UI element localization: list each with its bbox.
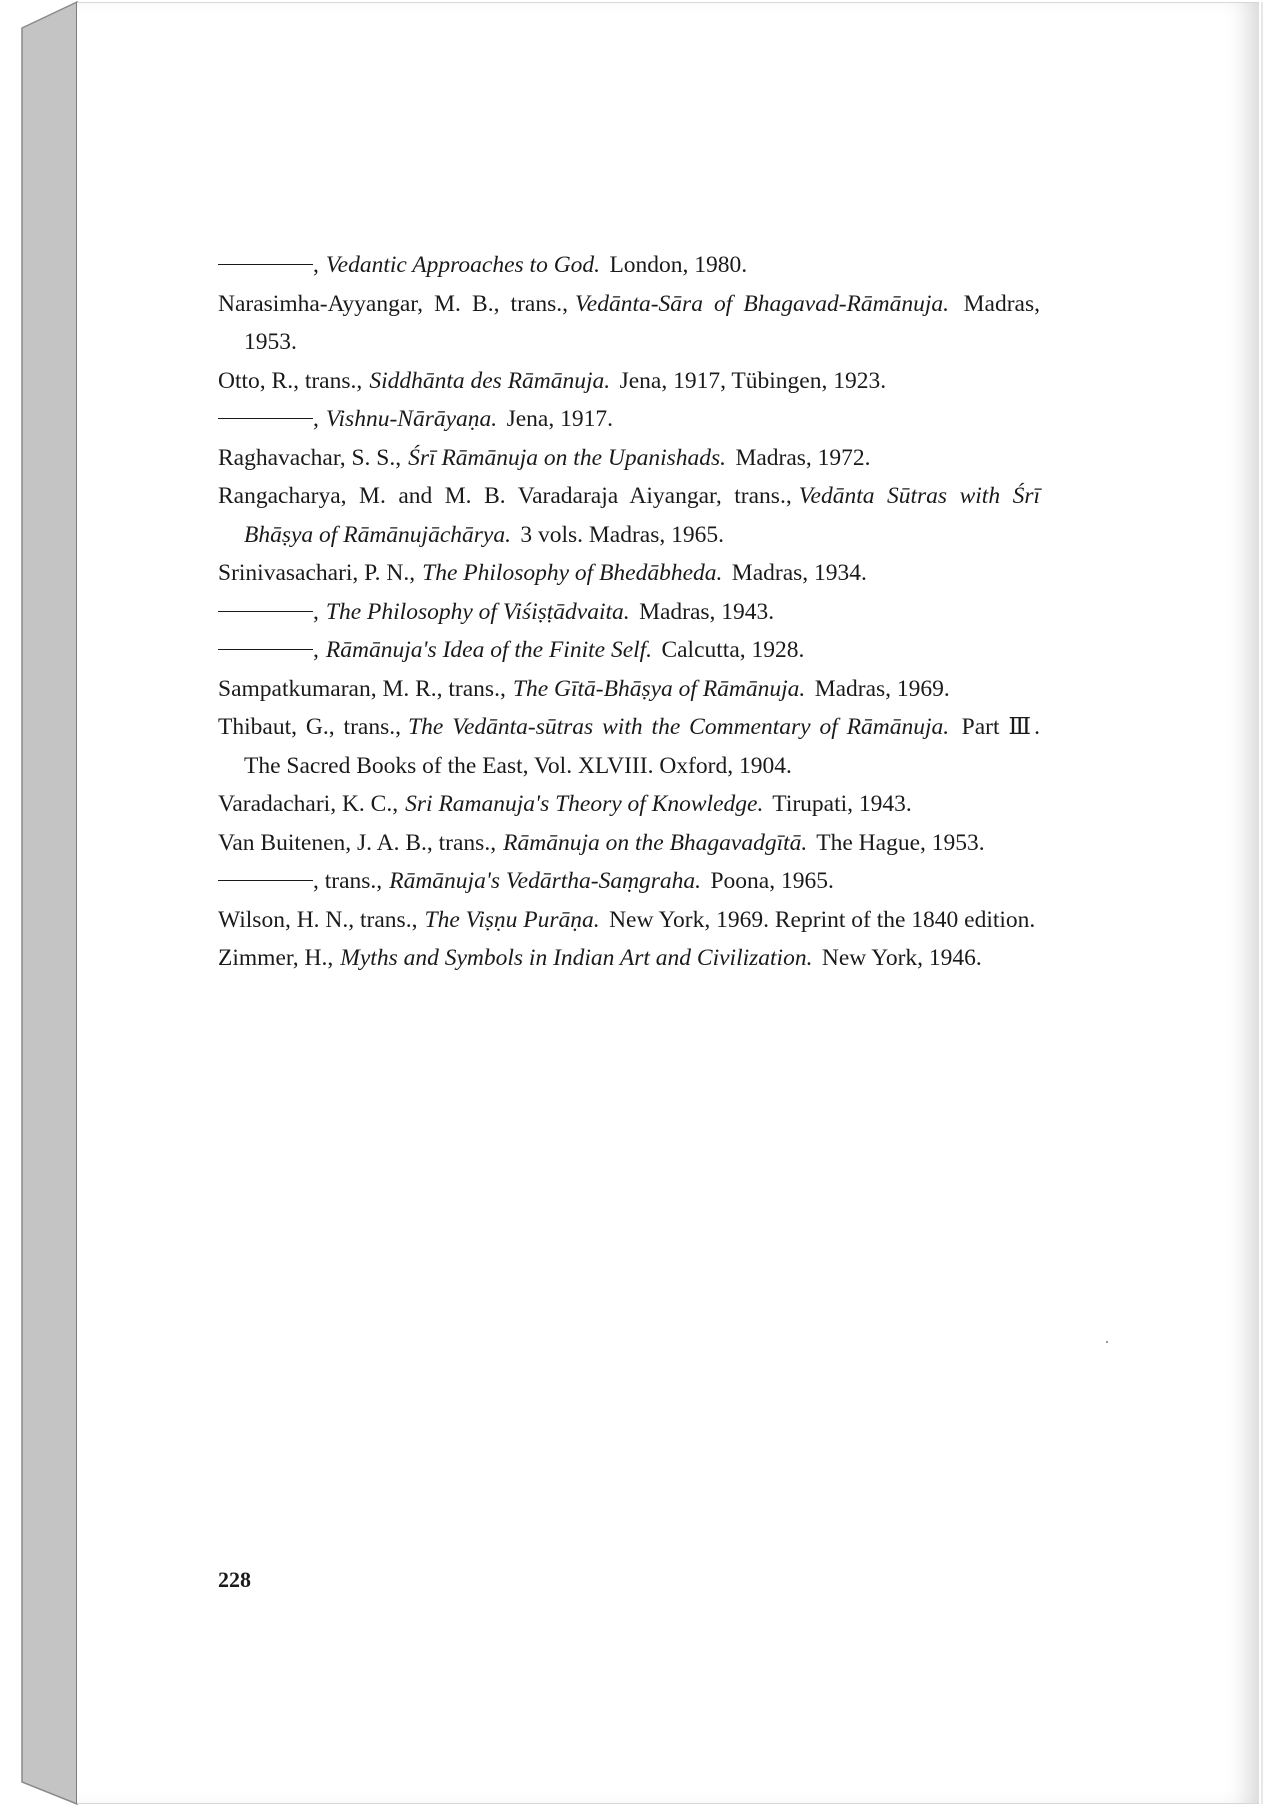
entry-author: Thibaut, G., trans., xyxy=(218,714,401,740)
entry-details: Madras, 1969. xyxy=(814,675,950,702)
entry-title: Rāmānuja's Vedārtha-Saṃgraha. xyxy=(389,868,702,894)
entry-author: Srinivasachari, P. N., xyxy=(218,560,416,586)
repeat-author-dash xyxy=(218,418,313,419)
entry-author: Sampatkumaran, M. R., trans., xyxy=(218,675,506,702)
entry-details: Jena, 1917, Tübingen, 1923. xyxy=(619,367,887,394)
entry-title: Rāmānuja's Idea of the Finite Self. xyxy=(325,637,653,663)
bibliography-entry: , Vishnu-Nārāyaṇa. Jena, 1917. xyxy=(218,400,1040,439)
entry-details: Poona, 1965. xyxy=(710,868,834,894)
bibliography-entry xyxy=(218,708,1040,785)
repeat-author-dash xyxy=(218,880,313,881)
entry-details: Madras, 1943. xyxy=(639,598,775,625)
bibliography-entry xyxy=(218,439,1040,478)
entry-title: Siddhānta des Rāmānuja. xyxy=(369,367,611,394)
entry-author: Raghavachar, S. S., xyxy=(218,444,402,471)
bibliography-entry xyxy=(218,477,1040,554)
entry-details: Madras, 1953. xyxy=(244,290,1040,355)
bibliography-entry xyxy=(218,939,1040,978)
entry-title: Myths and Symbols in Indian Art and Civilization. xyxy=(340,945,813,971)
entry-details: Part Ⅲ. The Sacred Books of the East, Vol. XLVIII. Oxford, 1904. xyxy=(244,714,1041,779)
entry-title: Sri Ramanuja's Theory of Knowledge. xyxy=(405,791,764,817)
entry-title: Vedantic Approaches to God. xyxy=(325,252,601,278)
entry-author: Zimmer, H., xyxy=(218,945,334,971)
bibliography-list xyxy=(218,246,1040,978)
page-number: 228 xyxy=(218,1567,251,1592)
repeat-author-dash xyxy=(218,649,313,650)
bibliography-entry xyxy=(218,824,1040,863)
entry-author: Van Buitenen, J. A. B., trans., xyxy=(218,829,497,856)
entry-details: 3 vols. Madras, 1965. xyxy=(520,521,724,548)
bibliography-entry xyxy=(218,554,1040,593)
entry-details: New York, 1946. xyxy=(821,945,982,971)
entry-title: Vedānta-Sāra of Bhagavad-Rāmānuja. xyxy=(575,290,950,317)
entry-title: The Philosophy of Bhedābheda. xyxy=(422,560,723,586)
bibliography-entry: , The Philosophy of Viśiṣṭādvaita. Madras, 1943. xyxy=(218,593,1040,632)
repeat-author-dash xyxy=(218,611,313,612)
repeat-author-dash xyxy=(218,264,313,265)
bibliography-entry: , Vedantic Approaches to God. London, 1980. xyxy=(218,246,1040,285)
entry-details: Madras, 1972. xyxy=(735,444,871,471)
entry-details: London, 1980. xyxy=(609,252,748,278)
entry-author: , trans., xyxy=(313,868,383,894)
entry-title: Śrī Rāmānuja on the Upanishads. xyxy=(408,444,727,471)
entry-details: New York, 1969. Reprint of the 1840 edition. xyxy=(609,906,1036,933)
entry-author: Narasimha-Ayyangar, M. B., trans., xyxy=(218,290,568,317)
bibliography-entry xyxy=(218,670,1040,709)
bibliography-entry xyxy=(218,862,1040,901)
entry-author: Rangacharya, M. and M. B. Varadaraja Aiyangar, trans., xyxy=(218,483,792,509)
entry-author: Wilson, H. N., trans., xyxy=(218,906,418,933)
entry-author: Varadachari, K. C., xyxy=(218,791,399,817)
entry-title: The Philosophy of Viśiṣṭādvaita. xyxy=(325,598,630,625)
bibliography-entry xyxy=(218,285,1040,362)
entry-details: Jena, 1917. xyxy=(506,406,613,432)
entry-details: Tirupati, 1943. xyxy=(772,791,912,817)
entry-title: The Gītā-Bhāṣya of Rāmānuja. xyxy=(512,675,806,702)
paper-speck xyxy=(1106,1341,1108,1343)
entry-title: Rāmānuja on the Bhagavadgītā. xyxy=(503,829,808,856)
bibliography-entry: , Rāmānuja's Idea of the Finite Self. Calcutta, 1928. xyxy=(218,631,1040,670)
entry-title: The Viṣṇu Purāṇa. xyxy=(424,906,600,933)
entry-details: The Hague, 1953. xyxy=(816,829,985,856)
entry-details: Calcutta, 1928. xyxy=(661,637,805,663)
entry-title: Vishnu-Nārāyaṇa. xyxy=(325,406,498,432)
bibliography-entry xyxy=(218,785,1040,824)
entry-title: Vedānta Sūtras with Śrī Bhāṣya of Rāmānujāchārya. xyxy=(244,483,1041,548)
entry-title: The Vedānta-sūtras with the Commentary of Rāmānuja. xyxy=(408,714,950,740)
bibliography-entry xyxy=(218,901,1040,940)
entry-details: Madras, 1934. xyxy=(731,560,867,586)
entry-author: Otto, R., trans., xyxy=(218,367,363,394)
bibliography-entry xyxy=(218,362,1040,401)
